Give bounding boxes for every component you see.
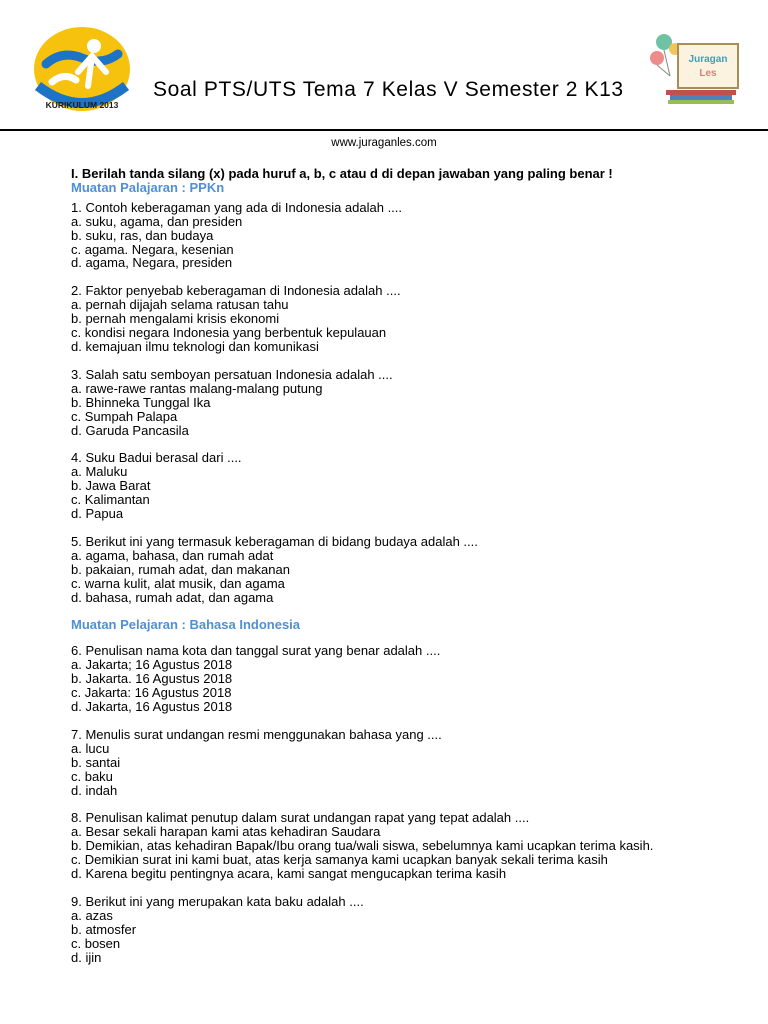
page-title: Soal PTS/UTS Tema 7 Kelas V Semester 2 K13	[153, 78, 624, 101]
instruction-text: I. Berilah tanda silang (x) pada huruf a, b, c atau d di depan jawaban yang paling benar !	[71, 166, 613, 181]
answer-option: b. Bhinneka Tunggal Ika	[71, 394, 211, 410]
answer-option: a. agama, bahasa, dan rumah adat	[71, 547, 274, 563]
answer-option: a. suku, agama, dan presiden	[71, 213, 243, 229]
answer-option: b. Demikian, atas kehadiran Bapak/Ibu orang tua/wali siswa, sebelumnya kami ucapkan terima kasih.	[71, 838, 654, 854]
answer-option: b. pakaian, rumah adat, dan makanan	[71, 561, 290, 577]
answer-option: c. agama. Negara, kesenian	[71, 241, 234, 257]
answer-option: c. Jakarta: 16 Agustus 2018	[71, 685, 232, 701]
question-block	[71, 451, 751, 521]
answer-option: c. Kalimantan	[71, 492, 150, 508]
question-block	[71, 535, 751, 605]
question-block	[71, 728, 751, 798]
exam-content	[71, 167, 751, 965]
question-text: 5. Berikut ini yang termasuk keberagaman di bidang budaya adalah ....	[71, 533, 478, 549]
question-block	[71, 201, 751, 271]
answer-option: c. warna kulit, alat musik, dan agama	[71, 575, 285, 591]
answer-option: b. Jawa Barat	[71, 478, 151, 494]
answer-option: c. Sumpah Palapa	[71, 408, 178, 424]
answer-option: b. suku, ras, dan budaya	[71, 227, 214, 243]
question-block	[71, 895, 751, 965]
answer-option: a. azas	[71, 907, 113, 923]
answer-option: a. Besar sekali harapan kami atas kehadiran Saudara	[71, 824, 381, 840]
answer-option: d. Papua	[71, 506, 124, 522]
answer-option: b. pernah mengalami krisis ekonomi	[71, 311, 280, 327]
section-title-ppkn: Muatan Palajaran : PPKn	[71, 179, 225, 195]
answer-option: c. bosen	[71, 935, 121, 951]
question-block	[71, 811, 751, 881]
answer-option: c. Demikian surat ini kami buat, atas kerja samanya kami ucapkan banyak sekali terima kasih	[71, 852, 608, 868]
answer-option: d. ijin	[71, 949, 102, 965]
question-text: 3. Salah satu semboyan persatuan Indonesia adalah ....	[71, 366, 393, 382]
answer-option: d. Garuda Pancasila	[71, 422, 189, 438]
juragan-les-logo	[648, 32, 744, 104]
answer-option: a. pernah dijajah selama ratusan tahu	[71, 297, 289, 313]
question-text: 8. Penulisan kalimat penutup dalam surat undangan rapat yang tepat adalah ....	[71, 810, 530, 826]
question-block	[71, 368, 751, 438]
logo-right-line2: Les	[699, 68, 717, 79]
question-text: 6. Penulisan nama kota dan tanggal surat yang benar adalah ....	[71, 643, 441, 659]
answer-option: d. bahasa, rumah adat, dan agama	[71, 589, 274, 605]
question-text: 2. Faktor penyebab keberagaman di Indonesia adalah ....	[71, 283, 401, 299]
answer-option: a. Maluku	[71, 464, 128, 480]
question-text: 4. Suku Badui berasal dari ....	[71, 450, 242, 466]
logo-left-label: KURIKULUM 2013	[45, 100, 119, 110]
answer-option: b. atmosfer	[71, 921, 137, 937]
answer-option: d. indah	[71, 782, 118, 798]
answer-option: d. kemajuan ilmu teknologi dan komunikasi	[71, 338, 319, 354]
answer-option: b. Jakarta. 16 Agustus 2018	[71, 671, 233, 687]
header-divider	[0, 129, 768, 131]
question-text: 1. Contoh keberagaman yang ada di Indonesia adalah ....	[71, 199, 403, 215]
answer-option: c. baku	[71, 768, 113, 784]
question-text: 7. Menulis surat undangan resmi menggunakan bahasa yang ....	[71, 726, 442, 742]
question-block	[71, 644, 751, 714]
website-url: www.juraganles.com	[331, 137, 437, 149]
answer-option: a. Jakarta; 16 Agustus 2018	[71, 657, 233, 673]
kurikulum-2013-logo	[32, 24, 132, 118]
answer-option: c. kondisi negara Indonesia yang berbentuk kepulauan	[71, 325, 387, 341]
answer-option: d. agama, Negara, presiden	[71, 255, 233, 271]
answer-option: a. lucu	[71, 740, 110, 756]
answer-option: b. santai	[71, 754, 121, 770]
answer-option: d. Karena begitu pentingnya acara, kami sangat mengucapkan terima kasih	[71, 866, 507, 882]
logo-right-line1: Juragan	[688, 54, 728, 65]
answer-option: a. rawe-rawe rantas malang-malang putung	[71, 380, 323, 396]
question-text: 9. Berikut ini yang merupakan kata baku adalah ....	[71, 893, 364, 909]
page-header	[0, 0, 768, 130]
section-title-bahasa-indonesia: Muatan Pelajaran : Bahasa Indonesia	[71, 617, 301, 633]
answer-option: d. Jakarta, 16 Agustus 2018	[71, 699, 233, 714]
question-block	[71, 284, 751, 354]
